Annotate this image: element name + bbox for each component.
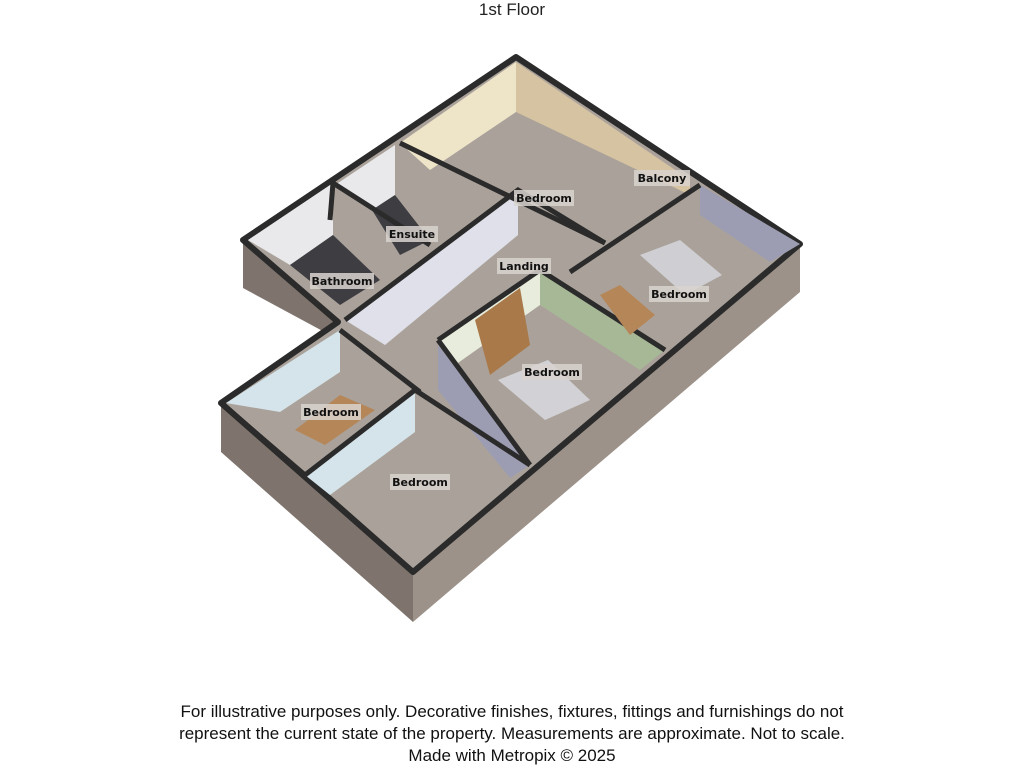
- room-label-text: Balcony: [637, 172, 687, 185]
- credit-line: Made with Metropix © 2025: [408, 746, 616, 765]
- room-label-text: Bedroom: [651, 288, 707, 301]
- room-label-bedroom-right: [649, 286, 709, 302]
- room-label-landing: [497, 258, 551, 274]
- room-label-bedroom-left: [301, 404, 361, 420]
- room-label-bathroom: [310, 273, 374, 289]
- room-label-ensuite: [386, 226, 438, 242]
- room-label-bedroom-main: [514, 190, 574, 206]
- room-label-text: Bedroom: [524, 366, 580, 379]
- disclaimer-line-1: For illustrative purposes only. Decorative finishes, fixtures, fittings and furnishings do not: [180, 702, 844, 721]
- room-label-text: Bathroom: [311, 275, 373, 288]
- room-label-text: Landing: [499, 260, 549, 273]
- room-label-bedroom-center: [522, 364, 582, 380]
- disclaimer: [0, 701, 1024, 767]
- disclaimer-line-2: represent the current state of the property. Measurements are approximate. Not to scale.: [179, 724, 845, 743]
- room-label-text: Ensuite: [388, 228, 436, 241]
- room-label-bedroom-bottom: [390, 474, 450, 490]
- floor-title: 1st Floor: [478, 0, 546, 19]
- room-label-text: Bedroom: [516, 192, 572, 205]
- room-label-text: Bedroom: [392, 476, 448, 489]
- room-label-balcony: [634, 170, 690, 186]
- room-label-text: Bedroom: [303, 406, 359, 419]
